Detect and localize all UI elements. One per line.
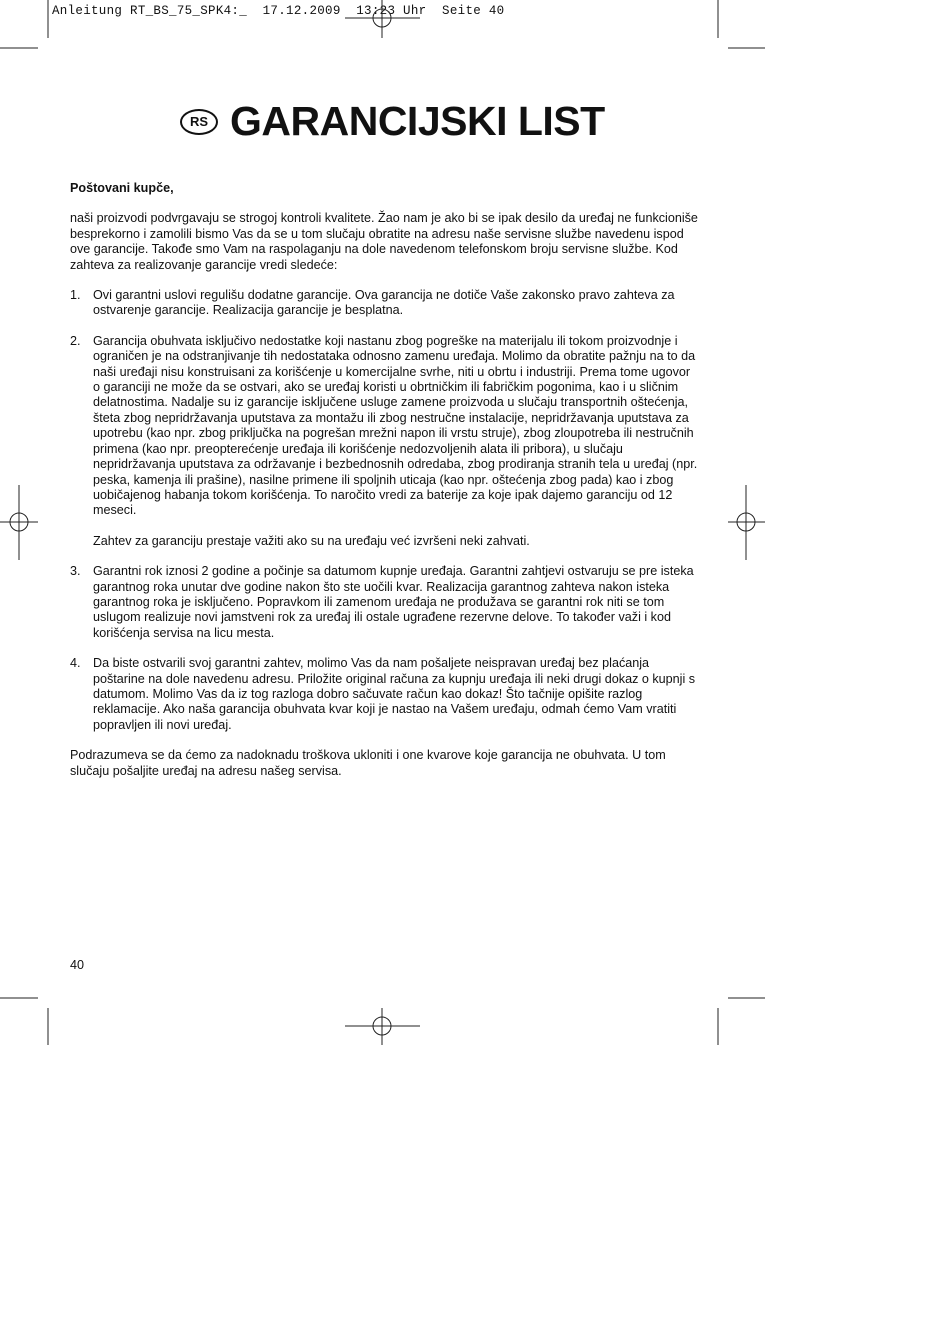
list-item bbox=[70, 564, 700, 641]
item-number: 1. bbox=[70, 288, 81, 303]
registration-mark-top bbox=[345, 0, 420, 38]
item-paragraph: Garancija obuhvata isključivo nedostatke koji nastanu zbog pogreške na materijalu ili tokom proizvodnje i ograničen je na odstranjivanje tih nedostataka odnosno zamenu uređaja. Molimo da obratite pažnju na to da naši uređaji nisu konstruisani za korišćenje u komercijalne svrhe, niti u obrtu i industriji. Prema tome ugovor o garanciji ne može da se ostvari, ako se uređaj koristi u obrtničkim ili fabričkim pogonima, kao i u sličnim delatnostima. Nadalje su iz garancije isključene usluge zamene proizvoda u slučaju transportnih oštećenja, šteta zbog nepridržavanja uputstava za montažu ili zbog nestručne instalacije, nepridržavanja uputstava za upotrebu (kao npr. zbog priključka na pogrešan mrežni napon ili vrstu struje), zbog zloupotreba ili nestručnih primena (kao npr. preopterećenje uređaja ili korišćenje nedozvoljenih alata ili pribora), u slučaju nepridržavanja uputstava za održavanje i bezbednosnih odredaba, zbog prodiranja stranih tela u uređaj (npr. peska, kamenja ili prašine), nasilne primene ili spoljnih uticaja (kao npr. oštećenja zbog pada) kao i zbog uobičajenog habanja tokom korišćenja. To naročito vredi za baterije za koje ipak dajemo garanciju od 12 meseci. bbox=[93, 333, 698, 518]
item-paragraph: Zahtev za garanciju prestaje važiti ako su na uređaju već izvršeni neki zahvati. bbox=[93, 533, 530, 548]
title-text: GARANCIJSKI LIST bbox=[230, 98, 605, 144]
item-number: 4. bbox=[70, 656, 81, 671]
page-number: 40 bbox=[70, 958, 85, 972]
item-number: 3. bbox=[70, 564, 81, 579]
intro-paragraph: naši proizvodi podvrgavaju se strogoj kontroli kvalitete. Žao nam je ako bi se ipak desilo da uređaj ne funkcioniše besprekorno i zamolili bismo Vas da se u tom slučaju obratite na adresu naše servisne službe navedenu ispod ove garancije. Takođe smo Vam na raspolaganju na dole navedenom telefonskom broju servisne službe. Kod zahteva za realizovanje garancije vredi sledeće: bbox=[70, 211, 698, 272]
list-item bbox=[70, 656, 700, 733]
item-paragraph: Garantni rok iznosi 2 godine a počinje sa datumom kupnje uređaja. Garantni zahtjevi ostvaruju se pre isteka garantnog roka unutar dve godine nakon što ste uočili kvar. Realizacija garantnog zahteva nakon isteka garantnog roka je isključeno. Popravkom ili zamenom uređaja ne produžava se garantni rok niti se tom uslugom realizuje novi jamstveni rok za uređaj ili ostale ugrađene rezervne delove. To također važi i kod korišćenja servisa na licu mesta. bbox=[93, 564, 694, 640]
closing-paragraph: Podrazumeva se da ćemo za nadoknadu troškova ukloniti i one kvarove koje garancija ne obuhvata. U tom slučaju pošaljite uređaj na adresu našeg servisa. bbox=[70, 748, 666, 778]
item-paragraph: Da biste ostvarili svoj garantni zahtev, molimo Vas da nam pošaljete neispravan uređaj bez plaćanja poštarine na dole navedenu adresu. Priložite original računa za kupnju uređaja ili neki drugi dokaz o kupnji s datumom. Molimo Vas da iz tog razloga dobro sačuvate račun kao dokaz! Što tačnije opišite razlog reklamacije. Ako naša garancija obuhvata kvar koji je nastao na Vašem uređaju, odmah ćemo Vam vratiti popravljen ili novi uređaj. bbox=[93, 656, 696, 732]
item-paragraph: Ovi garantni uslovi regulišu dodatne garancije. Ova garancija ne dotiče Vaše zakonsko pravo zahteva za ostvarenje garancije. Realizacija garancije je besplatna. bbox=[93, 288, 675, 318]
print-slug-line: Anleitung RT_BS_75_SPK4:_ 17.12.2009 13:23 Uhr Seite 40 bbox=[52, 4, 505, 18]
item-number: 2. bbox=[70, 333, 81, 348]
registration-mark-right bbox=[728, 485, 765, 560]
salutation: Poštovani kupče, bbox=[70, 181, 174, 195]
page-title bbox=[180, 98, 605, 145]
registration-mark-bottom bbox=[345, 1008, 420, 1045]
document-body bbox=[70, 181, 700, 794]
registration-mark-left bbox=[0, 485, 38, 560]
list-item bbox=[70, 288, 700, 319]
country-code-badge: RS bbox=[180, 109, 218, 135]
list-item bbox=[70, 334, 700, 549]
